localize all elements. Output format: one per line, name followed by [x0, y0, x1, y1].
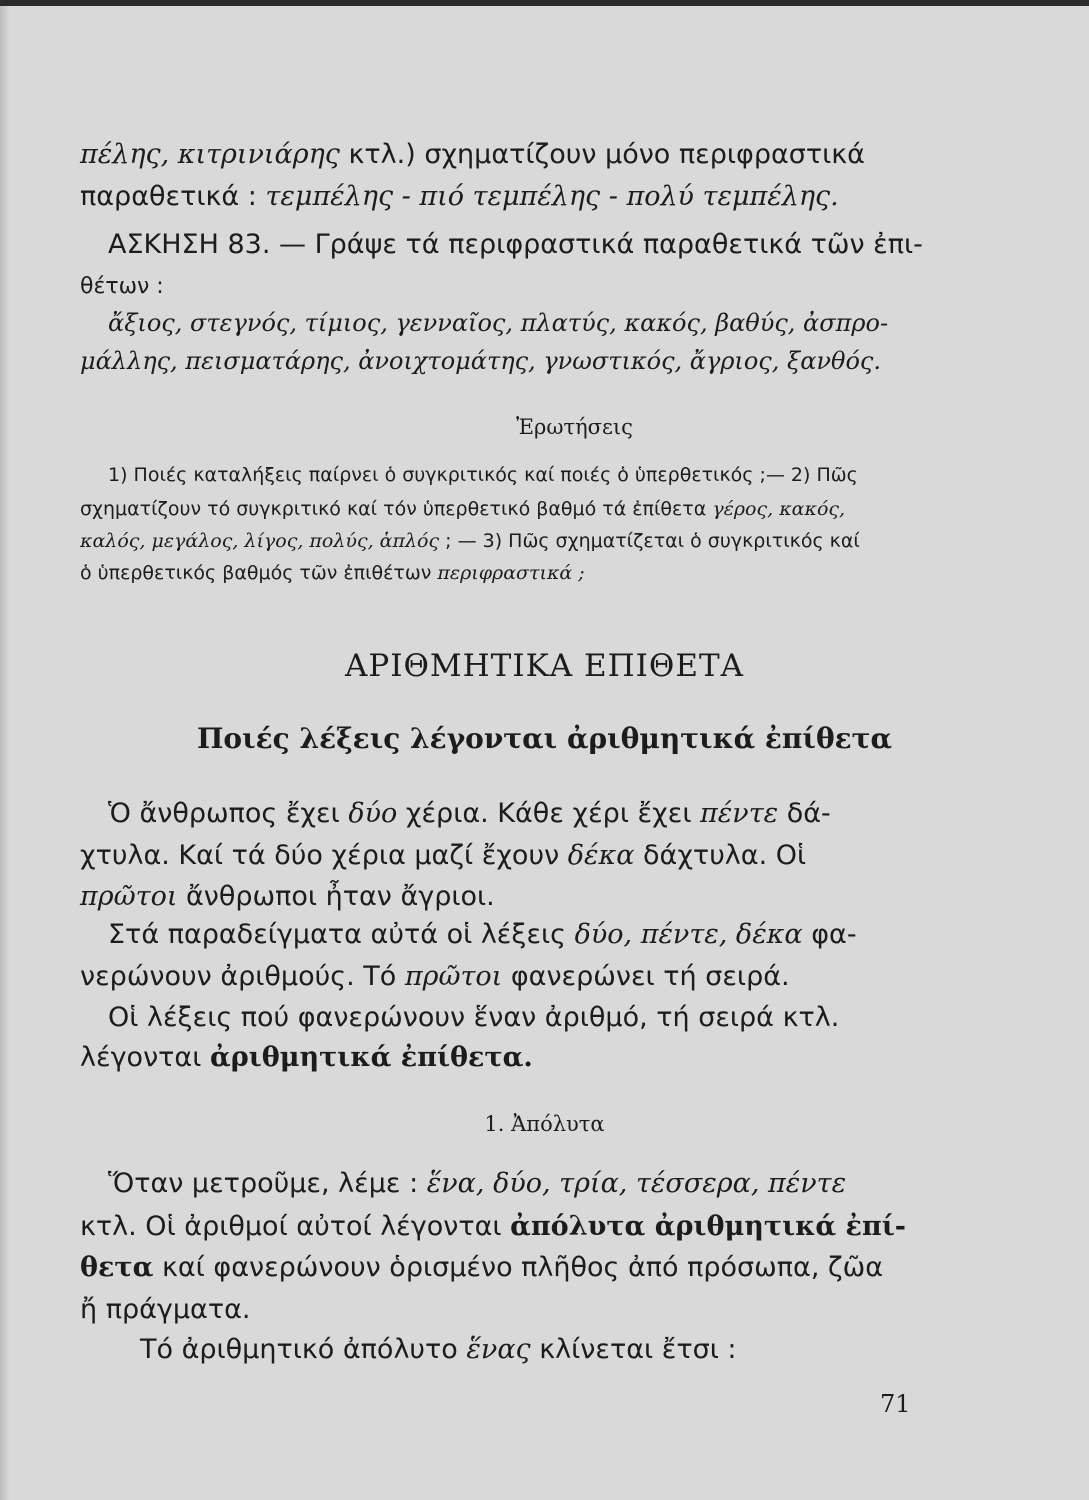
- text: κλίνεται ἔτσι :: [530, 1334, 737, 1365]
- bold-text: ἀριθμητικά ἐπίθετα.: [209, 1042, 533, 1073]
- italic-text: δέκα: [567, 840, 635, 871]
- text: νερώνουν ἀριθμούς. Τό: [80, 961, 405, 992]
- section-subtitle: Ποιές λέξεις λέγονται ἀριθμητικά ἐπίθετα: [196, 722, 893, 755]
- page-top-edge: [0, 0, 1089, 6]
- text: ἄνθρωποι ἦταν ἄγριοι.: [177, 881, 495, 912]
- text: ὁ ὑπερθετικός βαθμός τῶν ἐπιθέτων: [80, 562, 438, 584]
- text: Τό ἀριθμητικό ἀπόλυτο: [140, 1334, 467, 1365]
- text: λέγονται: [80, 1042, 210, 1073]
- question-line: 1) Ποιές καταλήξεις παίρνει ὁ συγκριτικός καί ποιές ὁ ὑπερθετικός ;— 2) Πῶς: [108, 464, 858, 486]
- bold-text: θετα: [80, 1252, 154, 1283]
- text: κτλ. Οἱ ἀριθμοί αὐτοί λέγονται: [80, 1211, 511, 1242]
- text-line: [80, 839, 806, 873]
- text: Στά παραδείγματα αὐτά οἱ λέξεις: [108, 919, 575, 950]
- italic-text: πρῶτοι: [404, 961, 503, 992]
- text: φανερώνει τή σειρά.: [502, 961, 790, 992]
- text: χέρια. Κάθε χέρι ἔχει: [397, 798, 701, 829]
- section-title: ΑΡΙΘΜΗΤΙΚΑ ΕΠΙΘΕΤΑ: [344, 648, 745, 684]
- word-list-line: ἄξιος, στεγνός, τίμιος, γενναῖος, πλατύς, κακός, βαθύς, ἀσπρο-: [108, 309, 889, 337]
- italic-text: ἕνας: [466, 1334, 531, 1365]
- text-line: [108, 1167, 846, 1201]
- text-line: [108, 918, 857, 952]
- italic-text: γέρος, κακός,: [712, 498, 846, 520]
- text: καί φανερώνουν ὁρισμένο πλῆθος ἀπό πρόσωπα, ζῶα: [153, 1252, 884, 1283]
- text-line: [80, 1210, 906, 1244]
- italic-text: δύο: [348, 798, 398, 829]
- text-line: ἤ πράγματα.: [80, 1294, 251, 1325]
- text-line: [80, 1041, 533, 1075]
- text: παραθετικά :: [80, 181, 266, 212]
- italic-text: πέλης, κιτρινιάρης: [80, 139, 340, 170]
- text-line: [80, 960, 790, 994]
- italic-text: περιφραστικά ;: [437, 562, 585, 584]
- text-line: Οἱ λέξεις πού φανερώνουν ἕναν ἀριθμό, τή σειρά κτλ.: [108, 1002, 840, 1033]
- text: χτυλα. Καί τά δύο χέρια μαζί ἔχουν: [80, 840, 568, 871]
- italic-text: καλός, μεγάλος, λίγος, πολύς, ἁπλός: [80, 530, 440, 552]
- text: Ὅταν μετροῦμε, λέμε :: [108, 1168, 427, 1199]
- question-line: [80, 528, 860, 554]
- page-number: 71: [880, 1390, 911, 1418]
- italic-text: πέντε: [700, 798, 779, 829]
- question-line: [80, 560, 585, 586]
- text: δάχτυλα. Οἱ: [634, 840, 807, 871]
- text-line: θέτων :: [80, 274, 164, 299]
- text-line: [140, 1333, 737, 1367]
- text-line: [80, 1251, 883, 1285]
- text: δά-: [778, 798, 831, 829]
- bold-text: ἀπόλυτα ἀριθμητικά ἐπί-: [510, 1211, 906, 1242]
- questions-heading: Ἐρωτήσεις: [516, 415, 633, 439]
- word-list-line: μάλλης, πεισματάρης, ἀνοιχτομάτης, γνωστικός, ἄγριος, ξανθός.: [80, 347, 881, 375]
- text-line: [108, 797, 831, 831]
- exercise-heading: ΑΣΚΗΣΗ 83. — Γράψε τά περιφραστικά παραθετικά τῶν ἐπι-: [108, 229, 923, 260]
- italic-text: τεμπέλης - πιό τεμπέλης - πολύ τεμπέλης.: [265, 181, 839, 212]
- text: σχηματίζουν τό συγκριτικό καί τόν ὑπερθετικό βαθμό τά ἐπίθετα: [80, 498, 713, 520]
- text: κτλ.) σχηματίζουν μόνο περιφραστικά: [339, 139, 865, 170]
- text-line: [80, 138, 865, 172]
- subsection-title: 1. Ἀπόλυτα: [484, 1112, 605, 1136]
- text-line: [80, 180, 839, 214]
- italic-text: πρῶτοι: [80, 881, 178, 912]
- text: φα-: [802, 919, 857, 950]
- text: Ὁ ἄνθρωπος ἔχει: [108, 798, 349, 829]
- italic-text: δύο, πέντε, δέκα: [574, 919, 803, 950]
- text-line: [80, 880, 495, 914]
- italic-text: ἕνα, δύο, τρία, τέσσερα, πέντε: [426, 1168, 847, 1199]
- question-line: [80, 496, 845, 522]
- text: ; — 3) Πῶς σχηματίζεται ὁ συγκριτικός καί: [439, 530, 860, 552]
